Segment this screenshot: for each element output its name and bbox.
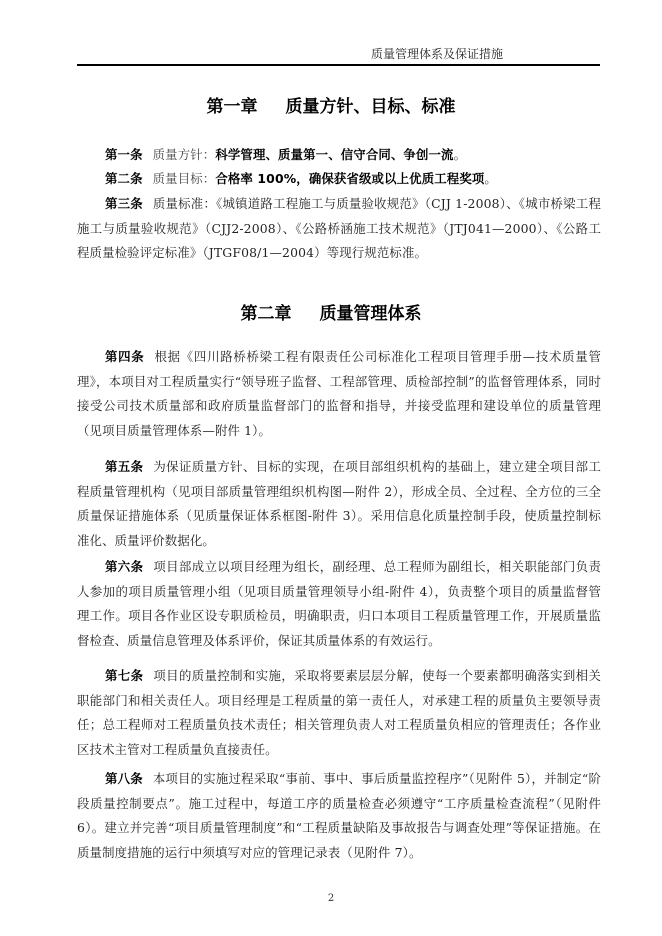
- chapter-1-heading: [0, 92, 662, 117]
- article-text: 本项目的实施过程采取“事前、事中、事后质量监控程序”（见附件 5），并制定“阶段质量控制要点”。施工过程中，每道工序的质量检查必须遵守“工序质量检查流程”（见附件 6）。建立并完善“项目质量管理制度”和“工程质量缺陷及事故报告与调查处理”等保证措施。在质量制度措施的运行中须填写对应的管理记录表（见附件 7）。: [77, 771, 601, 860]
- chapter-title: 质量管理体系: [319, 304, 422, 324]
- article-label: 第五条: [105, 459, 144, 474]
- chapter-2-heading: [0, 299, 662, 324]
- article-text: 根据《四川路桥桥梁工程有限责任公司标准化工程项目管理手册—技术质量管理》，本项目对工程质量实行“领导班子监督、工程部管理、质检部控制”的监督管理体系，同时接受公司技术质量部和政府质量监督部门的监督和指导，并接受监理和建设单位的质量管理（见项目质量管理体系—附件 1）。: [77, 349, 602, 438]
- article-2: [77, 167, 601, 192]
- article-5: [77, 455, 601, 553]
- page-header: [77, 44, 600, 66]
- article-6: [77, 555, 601, 653]
- page-header-title: 质量管理体系及保证措施: [370, 47, 503, 61]
- article-prefix: 质量方针：: [152, 147, 216, 162]
- article-label: 第六条: [105, 559, 144, 574]
- article-label: 第七条: [105, 668, 144, 683]
- article-label: 第八条: [105, 771, 143, 786]
- article-8: [77, 767, 601, 865]
- chapter-title: 质量方针、目标、标准: [285, 97, 456, 117]
- article-label: 第四条: [105, 349, 145, 364]
- article-text: 质量标准：《城镇道路工程施工与质量验收规范》（CJJ 1-2008）、《城市桥梁工程施工与质量验收规范》（CJJ2-2008）、《公路桥涵施工技术规范》（JTJ041—2000）、《公路工程质量检验评定标准》（JTGF08/1—2004）等现行规范标准。: [77, 196, 601, 260]
- page-number: 2: [327, 893, 335, 904]
- article-text: 项目部成立以项目经理为组长，副经理、总工程师为副组长，相关职能部门负责人参加的项目质量管理小组（见项目质量管理领导小组-附件 4），负责整个项目的质量监督管理工作。项目各作业区设专职质检员，明确职责，归口本项目工程质量管理工作，开展质量监督检查、质量信息管理及体系评价，保证其质量体系的有效运行。: [77, 559, 601, 648]
- article-text: 为保证质量方针、目标的实现，在项目部组织机构的基础上，建立建全项目部工程质量管理机构（见项目部质量管理组织机构图—附件 2），形成全员、全过程、全方位的三全质量保证措施体系（见质量保证体系框图-附件 3）。采用信息化质量控制手段，使质量控制标准化、质量评价数据化。: [77, 459, 601, 548]
- chapter-number: 第一章: [206, 97, 258, 117]
- article-text: 项目的质量控制和实施，采取将要素层层分解，使每一个要素都明确落实到相关职能部门和相关责任人。项目经理是工程质量的第一责任人，对承建工程的质量负主要领导责任；总工程师对工程质量负技术责任；相关管理负责人对工程质量负相应的管理责任；各作业区技术主管对工程质量负直接责任。: [77, 668, 601, 757]
- article-4: [77, 345, 601, 443]
- article-suffix: 。: [453, 147, 467, 162]
- article-label: 第二条: [105, 171, 143, 186]
- article-emphasis: 科学管理、质量第一、信守合同、争创一流: [215, 147, 454, 162]
- article-emphasis: 合格率 100%，确保获省级或以上优质工程奖项: [215, 171, 485, 186]
- article-7: [77, 664, 601, 762]
- article-3: [77, 192, 601, 266]
- article-label: 第一条: [105, 147, 143, 162]
- article-label: 第三条: [105, 196, 143, 211]
- article-suffix: 。: [484, 171, 497, 186]
- article-1: [77, 143, 601, 168]
- article-prefix: 质量目标：: [152, 171, 216, 186]
- chapter-number: 第二章: [240, 304, 292, 324]
